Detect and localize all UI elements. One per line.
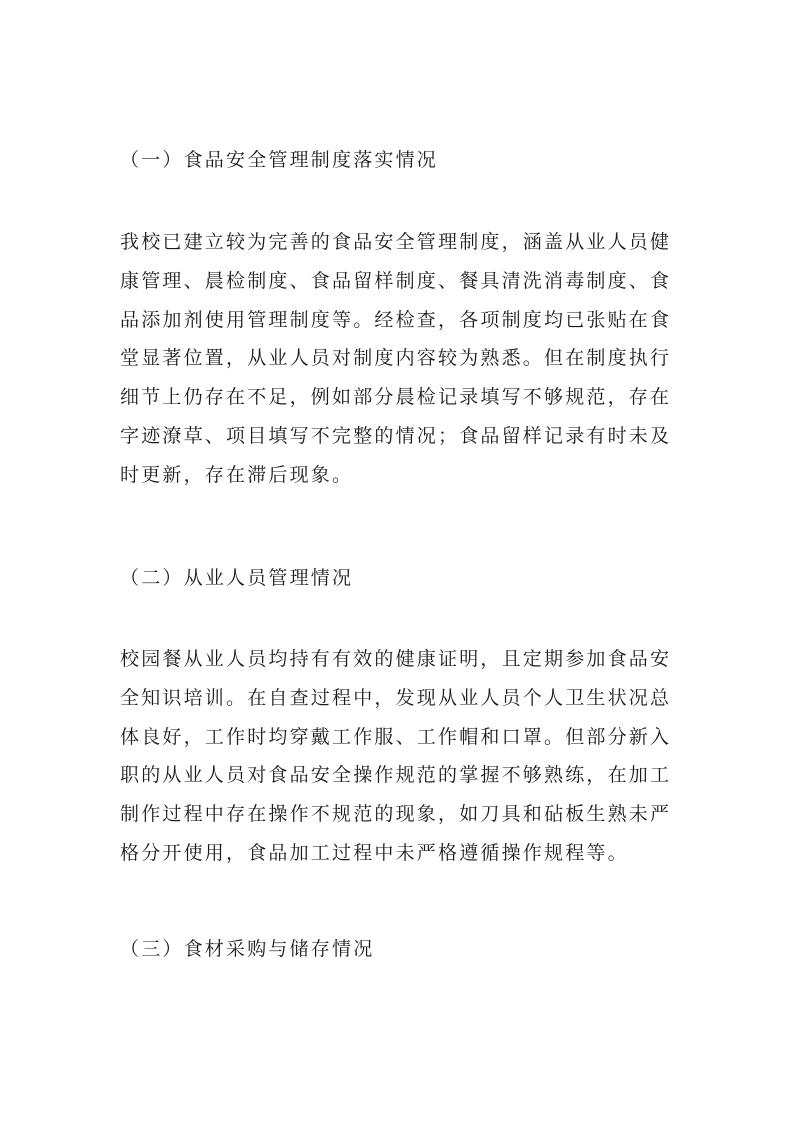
paragraph-line: 格分开使用，食品加工过程中未严格遵循操作规程等。 [120, 841, 629, 864]
paragraph-line: 字迹潦草、项目填写不完整的情况；食品留样记录有时未及 [120, 424, 672, 447]
section-3-heading: （三）食材采购与储存情况 [120, 938, 375, 960]
paragraph-line: 我校已建立较为完善的食品安全管理制度，涵盖从业人员健 [120, 231, 672, 253]
section-1-heading: （一）食品安全管理制度落实情况 [120, 149, 439, 171]
paragraph-line: 职的从业人员对食品安全操作规范的掌握不够熟练，在加工 [120, 764, 672, 787]
paragraph-line: 堂显著位置，从业人员对制度内容较为熟悉。但在制度执行 [120, 347, 672, 370]
section-2-paragraph [120, 640, 676, 873]
paragraph-line: 全知识培训。在自查过程中，发现从业人员个人卫生状况总 [120, 686, 672, 709]
paragraph-line: 康管理、晨检制度、食品留样制度、餐具清洗消毒制度、食 [120, 269, 672, 292]
paragraph-line: 体良好，工作时均穿戴工作服、工作帽和口罩。但部分新入 [120, 725, 672, 748]
paragraph-line: 品添加剂使用管理制度等。经检查，各项制度均已张贴在食 [120, 308, 672, 331]
paragraph-line: 时更新，存在滞后现象。 [120, 463, 354, 486]
section-2-heading: （二）从业人员管理情况 [120, 567, 354, 589]
section-1-paragraph [120, 223, 676, 495]
paragraph-line: 校园餐从业人员均持有有效的健康证明，且定期参加食品安 [120, 648, 672, 670]
paragraph-line: 细节上仍存在不足，例如部分晨检记录填写不够规范，存在 [120, 386, 672, 409]
paragraph-line: 制作过程中存在操作不规范的现象，如刀具和砧板生熟未严 [120, 803, 672, 826]
